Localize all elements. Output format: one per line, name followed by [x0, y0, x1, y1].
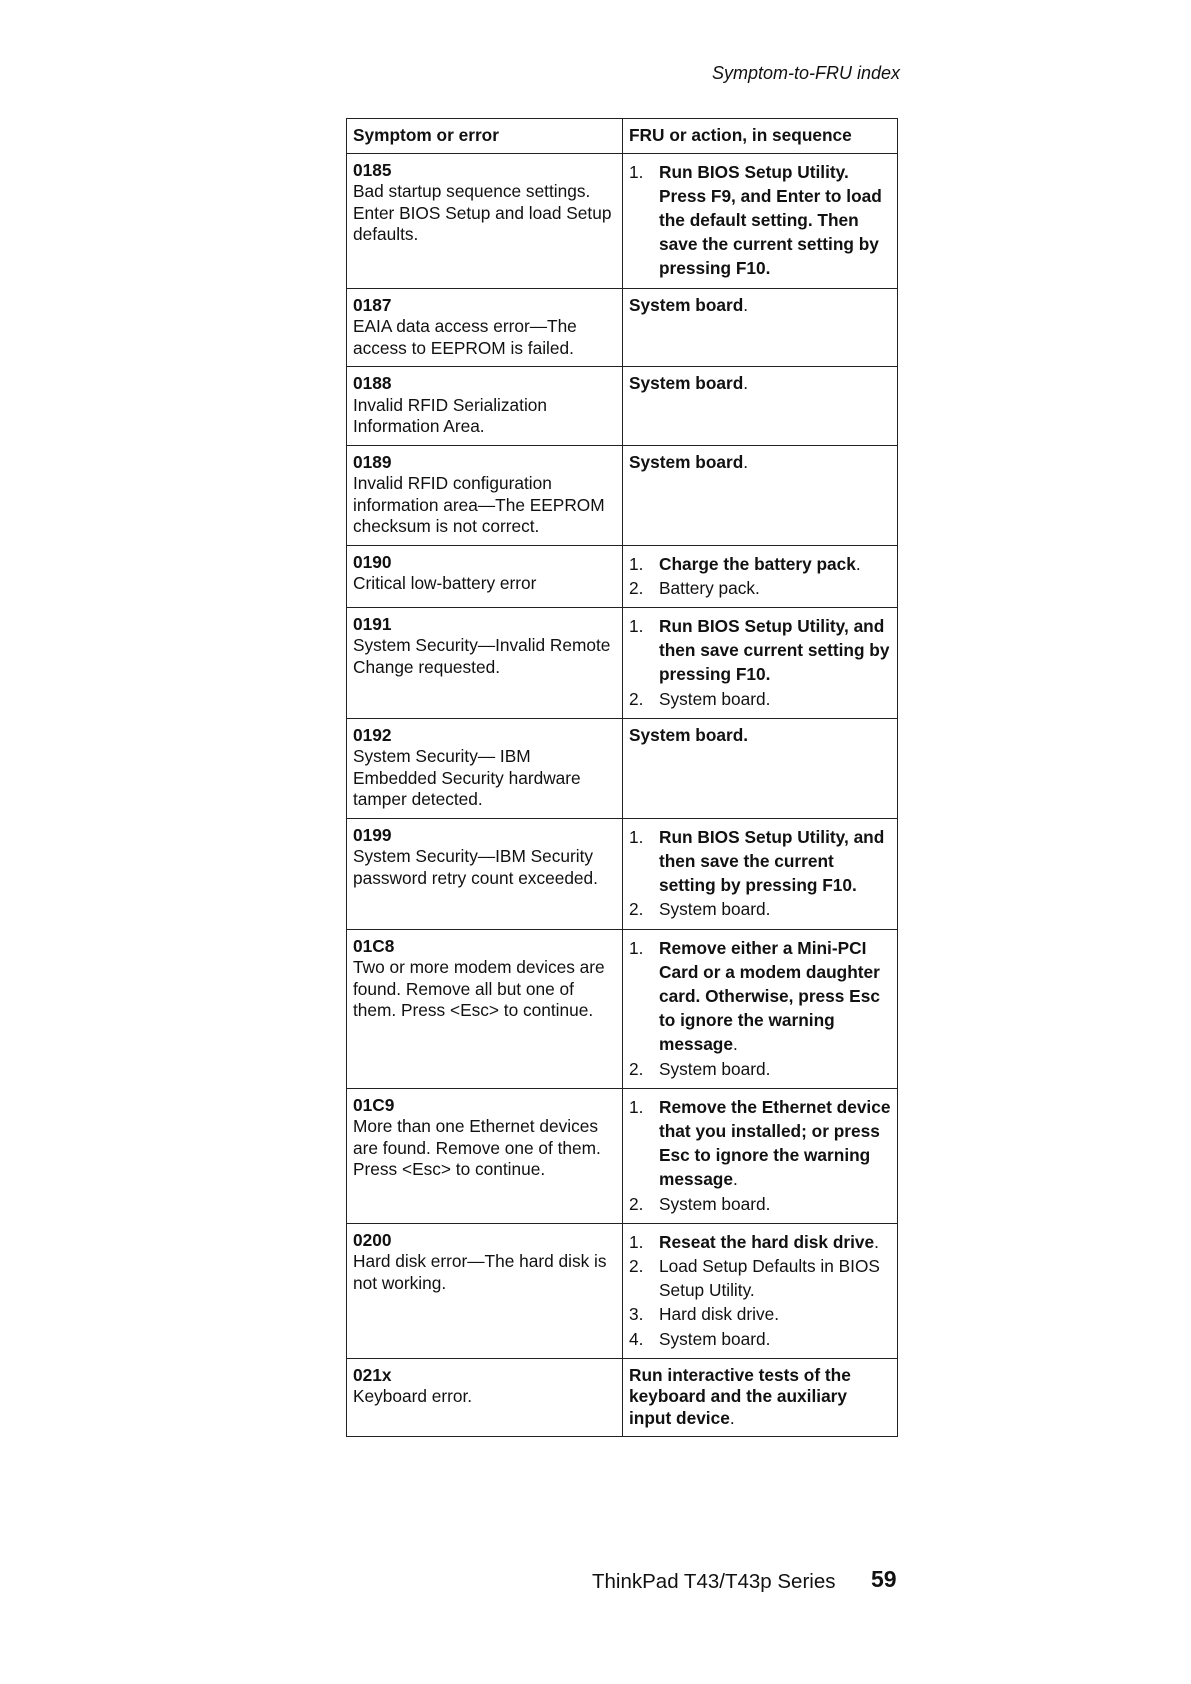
step-text [659, 160, 891, 281]
action-text-plain: . [729, 1407, 735, 1428]
action-text-plain: . [743, 294, 749, 315]
step-text [659, 1192, 891, 1216]
action-step [629, 1095, 891, 1192]
action-steps [629, 1095, 891, 1216]
error-code: 0187 [353, 294, 392, 315]
symptom-cell [347, 1223, 623, 1358]
step-number: 4. [629, 1328, 644, 1349]
error-description: Keyboard error. [353, 1386, 473, 1407]
action-step [629, 1057, 891, 1081]
step-text-plain: System board. [659, 1193, 771, 1214]
table-row [347, 153, 898, 288]
table-row [347, 367, 898, 446]
step-text-bold: Remove the Ethernet device that you installed; or press Esc to ignore the warning message [659, 1096, 891, 1190]
step-text [659, 1230, 891, 1254]
error-description: System Security—IBM Security password retry count exceeded. [353, 846, 598, 888]
action-text-plain: . [743, 373, 749, 394]
step-text-bold: Run BIOS Setup Utility, and then save the current setting by pressing F10. [659, 826, 885, 896]
error-code: 0192 [353, 724, 392, 745]
step-number: 1. [629, 1231, 644, 1252]
action-step [629, 160, 891, 281]
step-text [659, 1057, 891, 1081]
step-text [659, 825, 891, 898]
table-body [347, 153, 898, 1437]
step-number: 2. [629, 899, 644, 920]
fru-action-cell [623, 818, 898, 929]
step-number: 3. [629, 1304, 644, 1325]
step-text [659, 1327, 891, 1351]
error-description: Invalid RFID configuration information area—The EEPROM checksum is not correct. [353, 473, 605, 537]
error-code: 0185 [353, 159, 392, 180]
step-number: 2. [629, 1255, 644, 1276]
step-number: 1. [629, 937, 644, 958]
step-text-plain: . [732, 1169, 738, 1190]
table-row [347, 1088, 898, 1223]
footer-title: ThinkPad T43/T43p Series [592, 1570, 836, 1593]
table-row [347, 718, 898, 818]
running-head: Symptom-to-FRU index [711, 63, 900, 83]
step-text [659, 936, 891, 1057]
column-header-symptom: Symptom or error [347, 119, 623, 154]
symptom-cell [347, 153, 623, 288]
error-code: 0200 [353, 1229, 392, 1250]
table-header-row [347, 119, 898, 154]
step-text-plain: Battery pack. [659, 577, 760, 598]
table-row [347, 818, 898, 929]
fru-action-cell [623, 367, 898, 446]
symptom-cell [347, 607, 623, 718]
step-text-plain: Load Setup Defaults in BIOS Setup Utility. [659, 1255, 880, 1301]
table-row [347, 607, 898, 718]
action-text-bold: System board [629, 294, 744, 315]
action-step [629, 825, 891, 898]
step-text-plain: . [732, 1034, 738, 1055]
step-number: 2. [629, 688, 644, 709]
symptom-cell [347, 1088, 623, 1223]
step-text-plain: . [855, 553, 861, 574]
symptom-cell [347, 545, 623, 607]
error-description: EAIA data access error—The access to EEPROM is failed. [353, 316, 577, 358]
fru-action-cell [623, 153, 898, 288]
table-row [347, 929, 898, 1088]
action-step [629, 576, 891, 600]
error-description: Bad startup sequence settings. Enter BIOS Setup and load Setup defaults. [353, 181, 612, 244]
step-text-plain: System board. [659, 688, 771, 709]
step-number: 2. [629, 1193, 644, 1214]
step-number: 1. [629, 553, 644, 574]
symptom-cell [347, 818, 623, 929]
action-step [629, 1302, 891, 1326]
action-steps [629, 1230, 891, 1351]
action-step [629, 1254, 891, 1302]
error-code: 0191 [353, 613, 392, 634]
fru-action-cell [623, 545, 898, 607]
symptom-cell [347, 1358, 623, 1437]
step-text-plain: Hard disk drive. [659, 1304, 780, 1325]
column-header-fru-action: FRU or action, in sequence [623, 119, 898, 154]
action-text-bold: System board [629, 373, 744, 394]
table-row [347, 1223, 898, 1358]
step-text [659, 1095, 891, 1192]
step-text [659, 614, 891, 687]
error-description: More than one Ethernet devices are found. Remove one of them. Press <Esc> to continue. [353, 1116, 601, 1180]
error-description: System Security—Invalid Remote Change requested. [353, 635, 611, 677]
step-text-plain: System board. [659, 1328, 771, 1349]
symptom-cell [347, 288, 623, 367]
action-text-plain: . [743, 451, 749, 472]
fru-action-cell [623, 1358, 898, 1437]
action-step [629, 1192, 891, 1216]
page-number: 59 [871, 1566, 897, 1592]
step-text [659, 1254, 891, 1302]
step-text [659, 687, 891, 711]
error-code: 01C9 [353, 1094, 395, 1115]
error-description: Critical low-battery error [353, 573, 537, 594]
step-text [659, 552, 891, 576]
step-text [659, 897, 891, 921]
action-text-bold: Run interactive tests of the keyboard and the auxiliary input device [629, 1364, 851, 1428]
action-text-bold: System board. [629, 724, 749, 745]
symptom-cell [347, 367, 623, 446]
error-description: System Security— IBM Embedded Security hardware tamper detected. [353, 746, 581, 810]
step-number: 1. [629, 615, 644, 636]
step-text-plain: System board. [659, 1058, 771, 1079]
fru-action-cell [623, 1088, 898, 1223]
error-description: Invalid RFID Serialization Information Area. [353, 394, 548, 437]
step-text [659, 576, 891, 600]
step-text-bold: Charge the battery pack [659, 553, 856, 574]
symptom-cell [347, 445, 623, 545]
step-text-bold: Remove either a Mini-PCI Card or a modem daughter card. Otherwise, press Esc to ignore the warning message [659, 937, 880, 1055]
fru-action-cell [623, 445, 898, 545]
symptom-fru-table [346, 118, 898, 1437]
step-number: 1. [629, 161, 644, 182]
fru-action-cell [623, 1223, 898, 1358]
table-row [347, 545, 898, 607]
error-code: 01C8 [353, 935, 395, 956]
step-number: 2. [629, 1058, 644, 1079]
action-step [629, 614, 891, 687]
action-steps [629, 160, 891, 281]
step-text [659, 1302, 891, 1326]
step-number: 1. [629, 1096, 644, 1117]
step-text-plain: System board. [659, 899, 771, 920]
step-text-bold: Run BIOS Setup Utility. Press F9, and Enter to load the default setting. Then save the current setting by pressing F10. [659, 161, 882, 279]
action-steps [629, 614, 891, 711]
action-step [629, 936, 891, 1057]
action-step [629, 1230, 891, 1254]
error-code: 0190 [353, 551, 392, 572]
error-code: 0199 [353, 824, 392, 845]
action-steps [629, 825, 891, 922]
error-code: 021x [353, 1364, 392, 1385]
symptom-cell [347, 718, 623, 818]
error-description: Hard disk error—The hard disk is not working. [353, 1251, 607, 1293]
step-number: 1. [629, 826, 644, 847]
fru-action-cell [623, 288, 898, 367]
step-text-plain: . [874, 1231, 879, 1252]
action-steps [629, 936, 891, 1081]
action-steps [629, 552, 891, 600]
fru-action-cell [623, 718, 898, 818]
symptom-cell [347, 929, 623, 1088]
action-step [629, 1327, 891, 1351]
table-row [347, 1358, 898, 1437]
table-row [347, 445, 898, 545]
action-step [629, 687, 891, 711]
step-text-bold: Run BIOS Setup Utility, and then save current setting by pressing F10. [659, 615, 890, 685]
action-text-bold: System board [629, 451, 744, 472]
fru-action-cell [623, 929, 898, 1088]
error-code: 0188 [353, 373, 392, 394]
step-number: 2. [629, 577, 644, 598]
step-text-bold: Reseat the hard disk drive [659, 1231, 875, 1252]
action-step [629, 552, 891, 576]
error-description: Two or more modem devices are found. Remove all but one of them. Press <Esc> to continue. [353, 957, 605, 1021]
table-row [347, 288, 898, 367]
fru-action-cell [623, 607, 898, 718]
error-code: 0189 [353, 451, 392, 472]
action-step [629, 897, 891, 921]
